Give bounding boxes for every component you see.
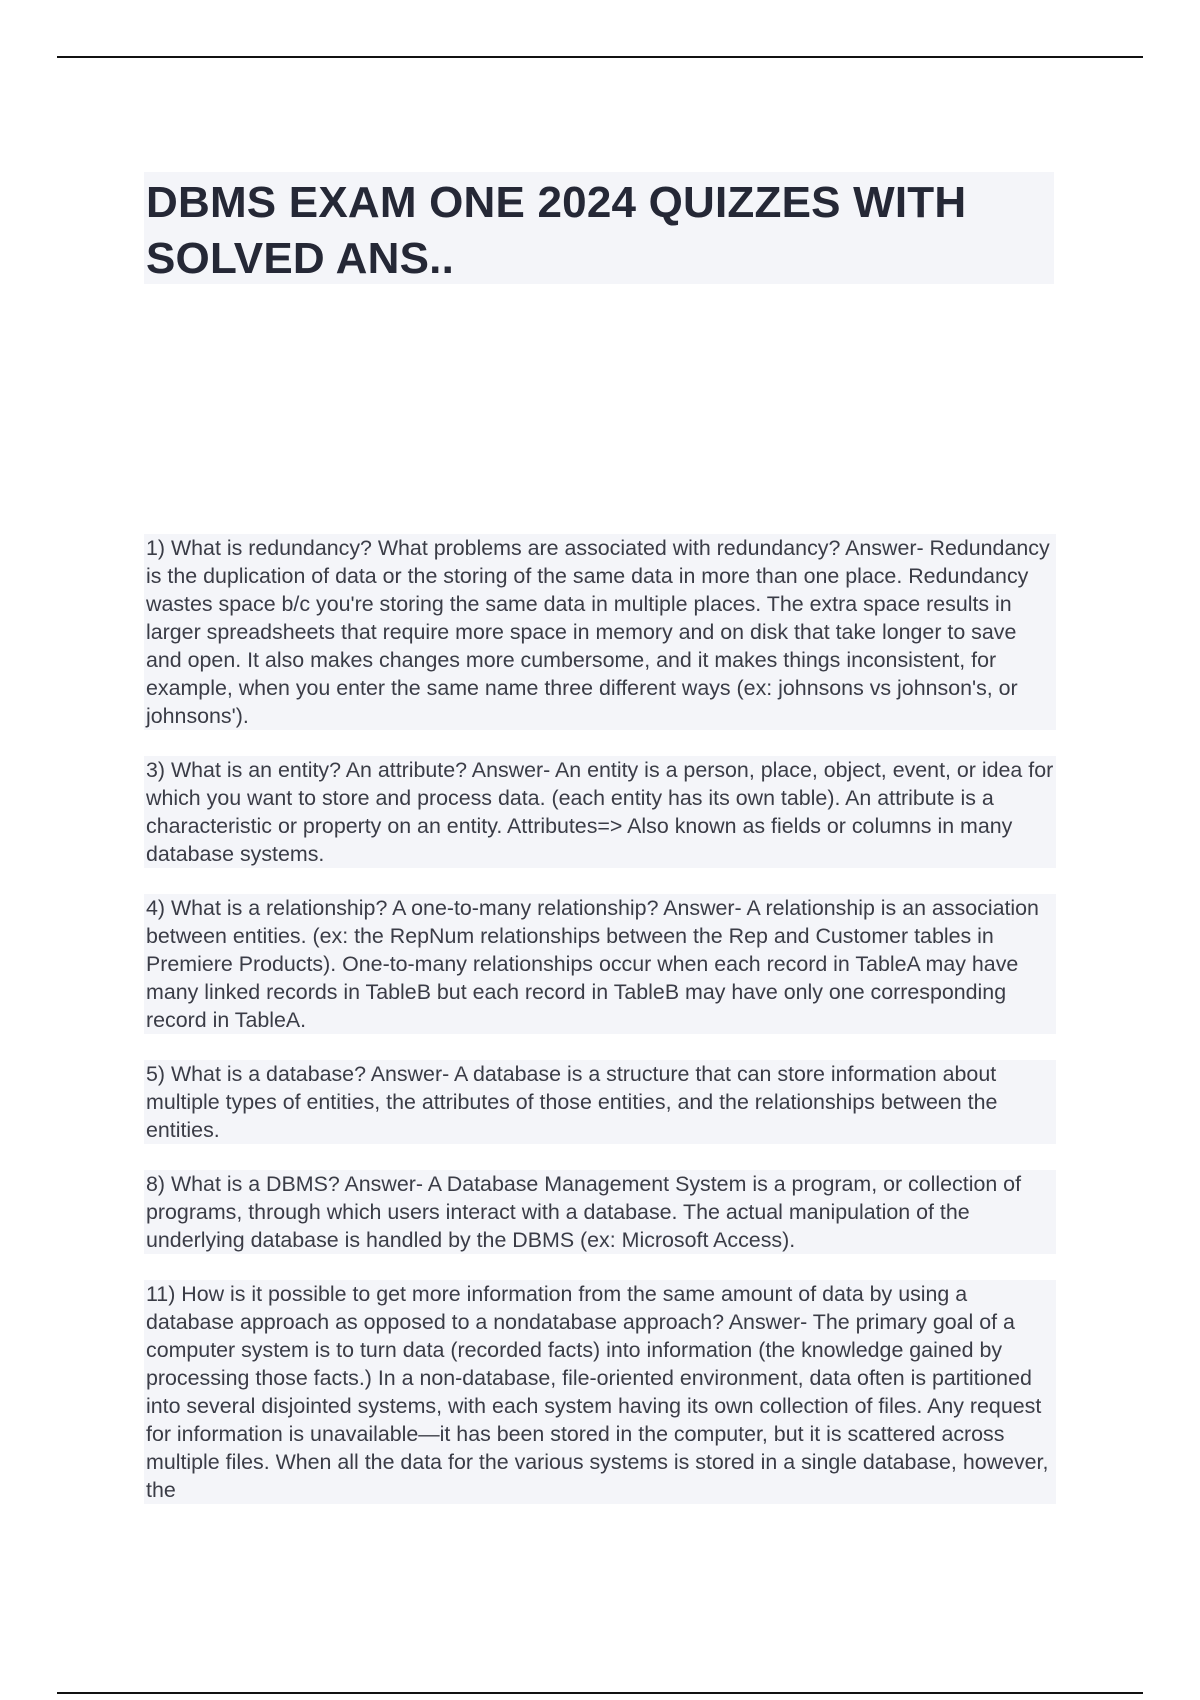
bottom-rule bbox=[57, 1692, 1143, 1694]
qa-item-11: 11) How is it possible to get more information from the same amount of data by using a database approach as opposed to a nondatabase approach? Answer- The primary goal of a computer system is to turn data (recorded facts) into information (the knowledge gained by processing those facts.) In a non-database, file-oriented environment, data often is partitioned into several disjointed systems, with each system having its own collection of files. Any request for information is unavailable—it has been stored in the computer, but it is scattered across multiple files. When all the data for the various systems is stored in a single database, however, the bbox=[144, 1280, 1056, 1504]
qa-item-5: 5) What is a database? Answer- A database is a structure that can store information about multiple types of entities, the attributes of those entities, and the relationships between the entities. bbox=[144, 1060, 1056, 1144]
qa-item-4: 4) What is a relationship? A one-to-many relationship? Answer- A relationship is an association between entities. (ex: the RepNum relationships between the Rep and Customer tables in Premiere Products). One-to-many relationships occur when each record in TableA may have many linked records in TableB but each record in TableB may have only one corresponding record in TableA. bbox=[144, 894, 1056, 1034]
qa-item-8: 8) What is a DBMS? Answer- A Database Management System is a program, or collection of programs, through which users interact with a database. The actual manipulation of the underlying database is handled by the DBMS (ex: Microsoft Access). bbox=[144, 1170, 1056, 1254]
document-title: DBMS EXAM ONE 2024 QUIZZES WITH SOLVED ANS.. bbox=[146, 178, 967, 283]
title-block bbox=[144, 172, 1054, 284]
top-rule bbox=[57, 56, 1143, 58]
qa-item-1: 1) What is redundancy? What problems are associated with redundancy? Answer- Redundancy is the duplication of data or the storing of the same data in more than one place. Redundancy wastes space b/c you're storing the same data in multiple places. The extra space results in larger spreadsheets that require more space in memory and on disk that take longer to save and open. It also makes changes more cumbersome, and it makes things inconsistent, for example, when you enter the same name three different ways (ex: johnsons vs johnson's, or johnsons'). bbox=[144, 534, 1056, 730]
qa-item-3: 3) What is an entity? An attribute? Answer- An entity is a person, place, object, event, or idea for which you want to store and process data. (each entity has its own table). An attribute is a characteristic or property on an entity. Attributes=> Also known as fields or columns in many database systems. bbox=[144, 756, 1056, 868]
qa-list bbox=[144, 534, 1056, 1530]
